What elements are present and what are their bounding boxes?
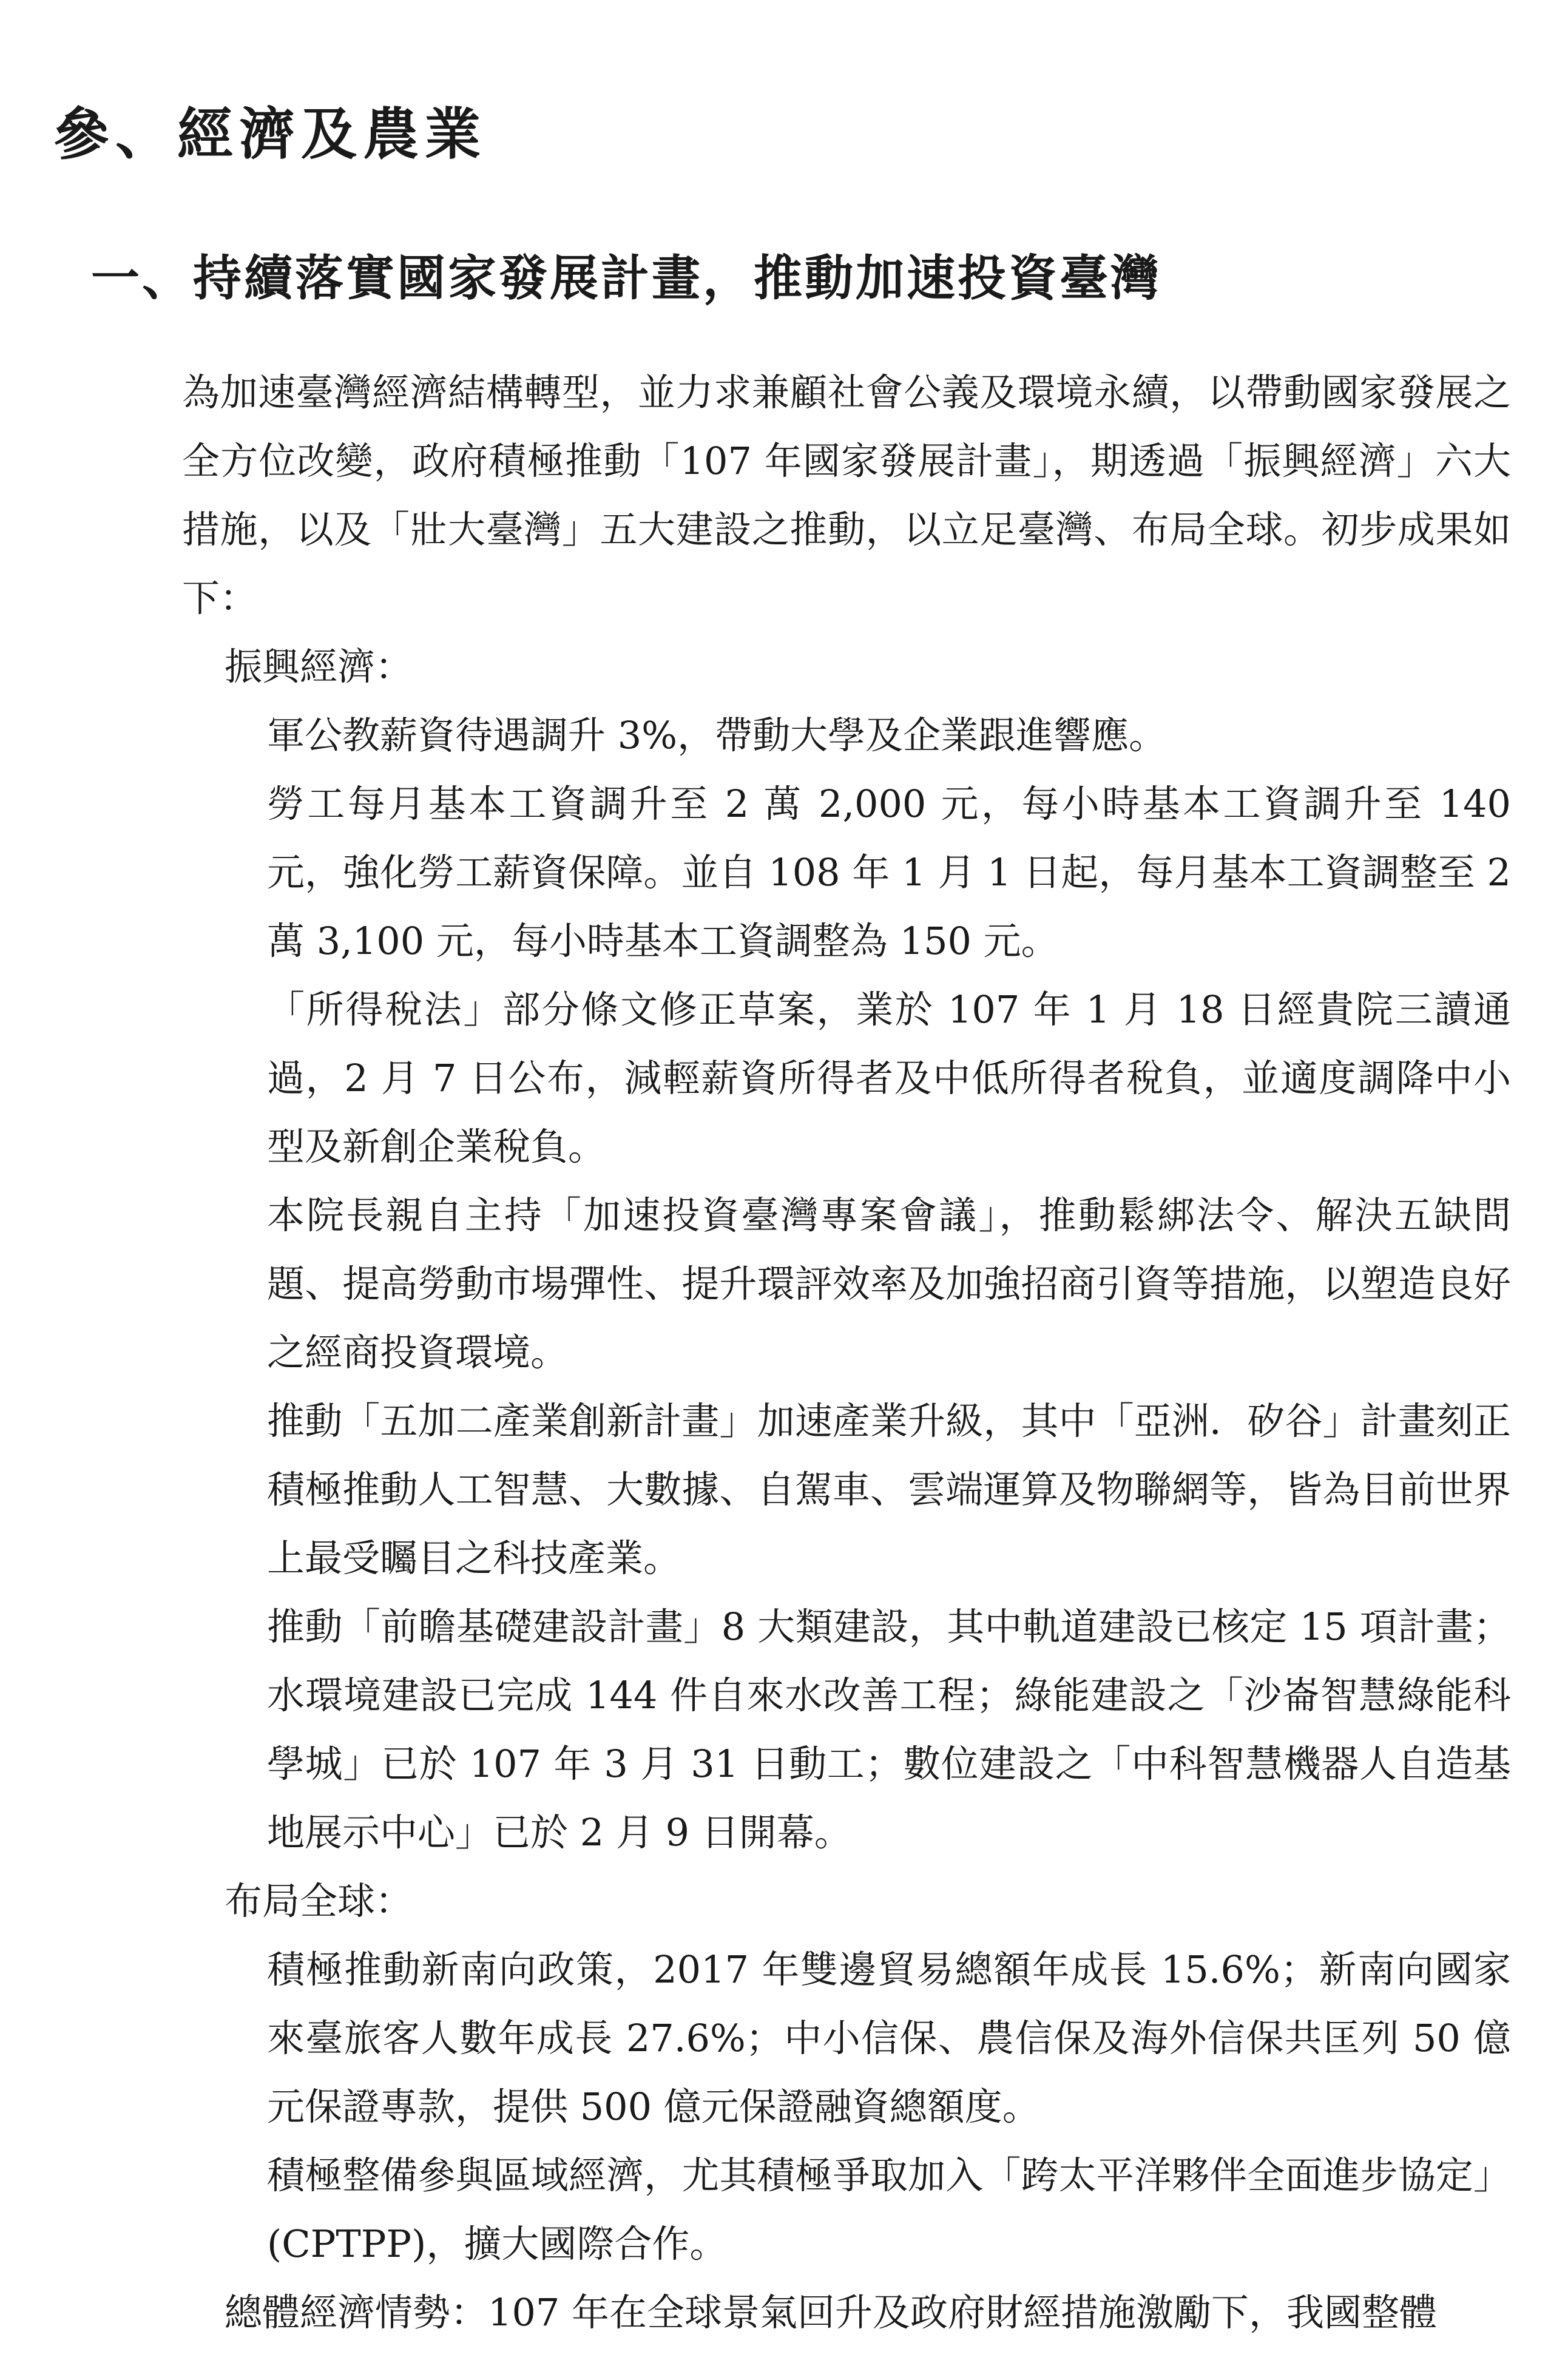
section-title: 一、持續落實國家發展計畫，推動加速投資臺灣: [91, 249, 1161, 306]
list-item-text: 本院長親自主持「加速投資臺灣專案會議」，推動鬆綁法令、解決五缺問題、提高勞動市場彈性、提升環評效率及加強招商引資等措施，以塑造良好之經商投資環境。: [267, 1193, 1511, 1374]
list-item: [0, 2141, 1511, 2278]
list-heading-1: [0, 632, 1511, 701]
list-heading-3: [0, 2278, 1511, 2347]
list-item-text: 積極整備參與區域經濟，尤其積極爭取加入「跨太平洋夥伴全面進步協定」(CPTPP)，擴大國際合作。: [267, 2153, 1511, 2266]
document-body: [0, 358, 1568, 2347]
list-item: [0, 1181, 1511, 1387]
list-item-text: 積極推動新南向政策，2017 年雙邊貿易總額年成長 15.6%；新南向國家來臺旅客人數年成長 27.6%；中小信保、農信保及海外信保共匡列 50 億元保證專款，提供 500 億元保證融資總額度。: [267, 1947, 1511, 2129]
list-item-text: 「所得稅法」部分條文修正草案，業於 107 年 1 月 18 日經貴院三讀通過，2 月 7 日公布，減輕薪資所得者及中低所得者稅負，並適度調降中小型及新創企業稅負。: [267, 987, 1511, 1169]
list-item: [0, 769, 1511, 975]
list-item: [0, 975, 1511, 1181]
list-heading-text: 布局全球：: [225, 1879, 413, 1923]
list-heading-text: 振興經濟：: [225, 644, 413, 689]
intro-text: 為加速臺灣經濟結構轉型，並力求兼顧社會公義及環境永續，以帶動國家發展之全方位改變，政府積極推動「107 年國家發展計畫」，期透過「振興經濟」六大措施，以及「壯大臺灣」五大建設之推動，以立足臺灣、布局全球。初步成果如下：: [182, 370, 1511, 620]
intro-paragraph: [0, 358, 1511, 632]
list-heading-text: 總體經濟情勢：107 年在全球景氣回升及政府財經措施激勵下，我國整體: [225, 2290, 1438, 2335]
list-item-text: 推動「五加二產業創新計畫」加速產業升級，其中「亞洲．矽谷」計畫刻正積極推動人工智慧、大數據、自駕車、雲端運算及物聯網等，皆為目前世界上最受矚目之科技產業。: [267, 1399, 1511, 1580]
list-heading-2: [0, 1867, 1511, 1935]
list-item: [0, 701, 1511, 769]
list-item-text: 推動「前瞻基礎建設計畫」8 大類建設，其中軌道建設已核定 15 項計畫；水環境建設已完成 144 件自來水改善工程；綠能建設之「沙崙智慧綠能科學城」已於 107 年 3 月 31 日動工；數位建設之「中科智慧機器人自造基地展示中心」已於 2 月 9 日開幕。: [267, 1604, 1511, 1855]
list-item-text: 勞工每月基本工資調升至 2 萬 2,000 元，每小時基本工資調升至 140 元，強化勞工薪資保障。並自 108 年 1 月 1 日起，每月基本工資調整至 2 萬 3,100 元，每小時基本工資調整為 150 元。: [267, 782, 1511, 963]
chapter-title: 參、經濟及農業: [53, 101, 487, 167]
list-item: [0, 1592, 1511, 1867]
list-item: [0, 1387, 1511, 1592]
list-item: [0, 1935, 1511, 2141]
list-item-text: 軍公教薪資待遇調升 3%，帶動大學及企業跟進響應。: [267, 713, 1167, 757]
